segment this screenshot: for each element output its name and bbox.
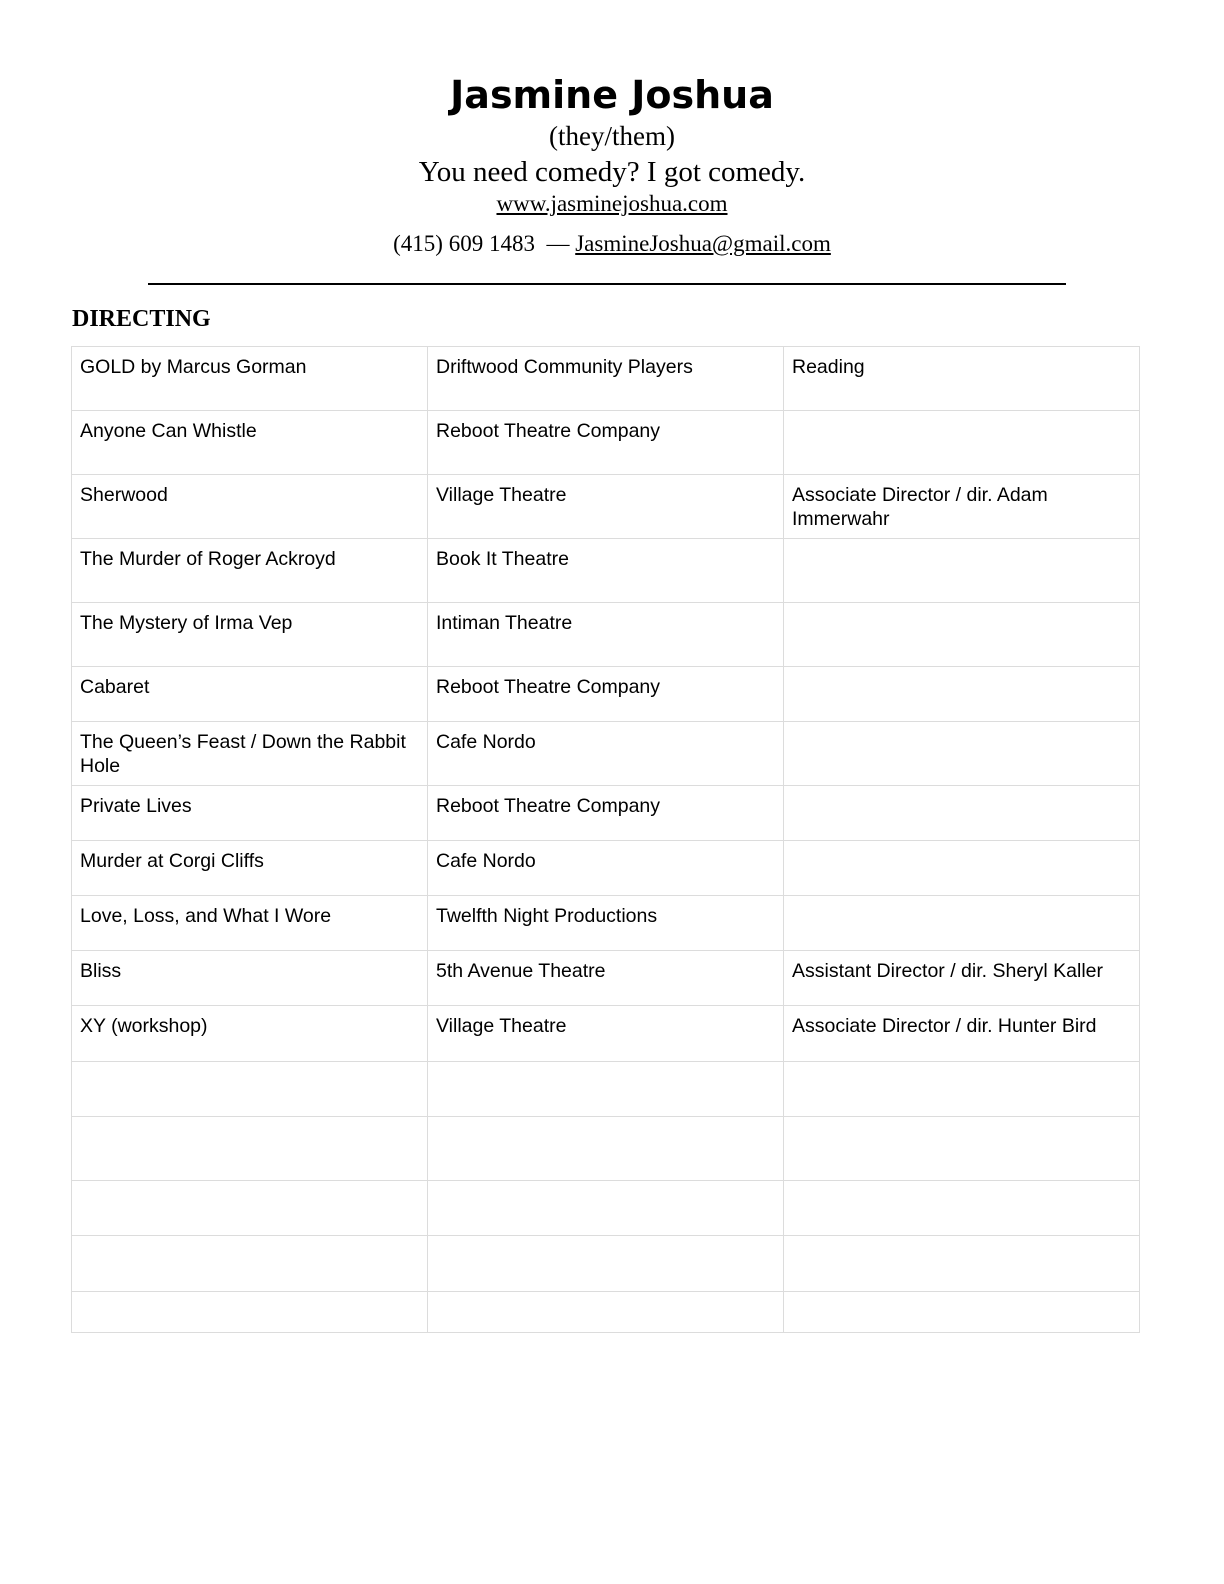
table-row xyxy=(72,722,1140,786)
company-cell: Driftwood Community Players xyxy=(428,347,784,411)
role-cell xyxy=(784,1292,1140,1333)
production-title-cell: Bliss xyxy=(72,951,428,1006)
role-cell: Reading xyxy=(784,347,1140,411)
table-row xyxy=(72,539,1140,603)
company-cell xyxy=(428,1236,784,1292)
role-cell xyxy=(784,1181,1140,1236)
role-cell xyxy=(784,896,1140,951)
production-title-cell xyxy=(72,1236,428,1292)
table-row xyxy=(72,1181,1140,1236)
production-title-cell xyxy=(72,1181,428,1236)
company-cell: Book It Theatre xyxy=(428,539,784,603)
company-cell xyxy=(428,1117,784,1181)
role-cell xyxy=(784,603,1140,667)
table-row xyxy=(72,1006,1140,1062)
email-link[interactable]: JasmineJoshua@gmail.com xyxy=(575,231,831,256)
table-row xyxy=(72,667,1140,722)
table-row xyxy=(72,1117,1140,1181)
company-cell: Cafe Nordo xyxy=(428,722,784,786)
tagline: You need comedy? I got comedy. xyxy=(418,156,806,188)
production-title-cell: The Murder of Roger Ackroyd xyxy=(72,539,428,603)
credits-table-body xyxy=(72,347,1140,1333)
production-title-cell: Private Lives xyxy=(72,786,428,841)
person-name: Jasmine Joshua xyxy=(450,73,774,117)
role-cell: Assistant Director / dir. Sheryl Kaller xyxy=(784,951,1140,1006)
company-cell xyxy=(428,1181,784,1236)
company-cell xyxy=(428,1062,784,1117)
resume-header xyxy=(0,70,1224,258)
table-row xyxy=(72,841,1140,896)
production-title-cell: Murder at Corgi Cliffs xyxy=(72,841,428,896)
production-title-cell: GOLD by Marcus Gorman xyxy=(72,347,428,411)
website-row xyxy=(0,190,1224,218)
phone-number: (415) 609 1483 xyxy=(393,231,535,256)
table-row xyxy=(72,411,1140,475)
table-row xyxy=(72,1062,1140,1117)
production-title-cell: The Mystery of Irma Vep xyxy=(72,603,428,667)
website-link[interactable]: www.jasminejoshua.com xyxy=(496,191,728,216)
role-cell xyxy=(784,667,1140,722)
production-title-cell xyxy=(72,1062,428,1117)
company-cell: Village Theatre xyxy=(428,1006,784,1062)
role-cell xyxy=(784,1236,1140,1292)
company-cell: Reboot Theatre Company xyxy=(428,786,784,841)
company-cell: Twelfth Night Productions xyxy=(428,896,784,951)
role-cell xyxy=(784,841,1140,896)
company-cell: Reboot Theatre Company xyxy=(428,411,784,475)
table-row xyxy=(72,475,1140,539)
table-row xyxy=(72,347,1140,411)
role-cell xyxy=(784,1062,1140,1117)
role-cell: Associate Director / dir. Hunter Bird xyxy=(784,1006,1140,1062)
pronouns: (they/them) xyxy=(549,121,675,151)
table-row xyxy=(72,1236,1140,1292)
production-title-cell: The Queen’s Feast / Down the Rabbit Hole xyxy=(72,722,428,786)
company-cell: Intiman Theatre xyxy=(428,603,784,667)
role-cell: Associate Director / dir. Adam Immerwahr xyxy=(784,475,1140,539)
contact-separator: — xyxy=(546,231,570,256)
role-cell xyxy=(784,411,1140,475)
table-row xyxy=(72,603,1140,667)
production-title-cell xyxy=(72,1292,428,1333)
production-title-cell: Anyone Can Whistle xyxy=(72,411,428,475)
table-row xyxy=(72,1292,1140,1333)
role-cell xyxy=(784,786,1140,841)
table-row xyxy=(72,951,1140,1006)
directing-credits-table xyxy=(71,346,1140,1333)
production-title-cell: Love, Loss, and What I Wore xyxy=(72,896,428,951)
production-title-cell: Cabaret xyxy=(72,667,428,722)
contact-line xyxy=(0,230,1224,258)
company-cell: Village Theatre xyxy=(428,475,784,539)
header-divider xyxy=(148,283,1066,285)
company-cell: Reboot Theatre Company xyxy=(428,667,784,722)
role-cell xyxy=(784,722,1140,786)
role-cell xyxy=(784,539,1140,603)
production-title-cell: XY (workshop) xyxy=(72,1006,428,1062)
section-title-directing: DIRECTING xyxy=(72,306,211,332)
table-row xyxy=(72,786,1140,841)
company-cell xyxy=(428,1292,784,1333)
table-row xyxy=(72,896,1140,951)
role-cell xyxy=(784,1117,1140,1181)
production-title-cell: Sherwood xyxy=(72,475,428,539)
company-cell: Cafe Nordo xyxy=(428,841,784,896)
production-title-cell xyxy=(72,1117,428,1181)
company-cell: 5th Avenue Theatre xyxy=(428,951,784,1006)
